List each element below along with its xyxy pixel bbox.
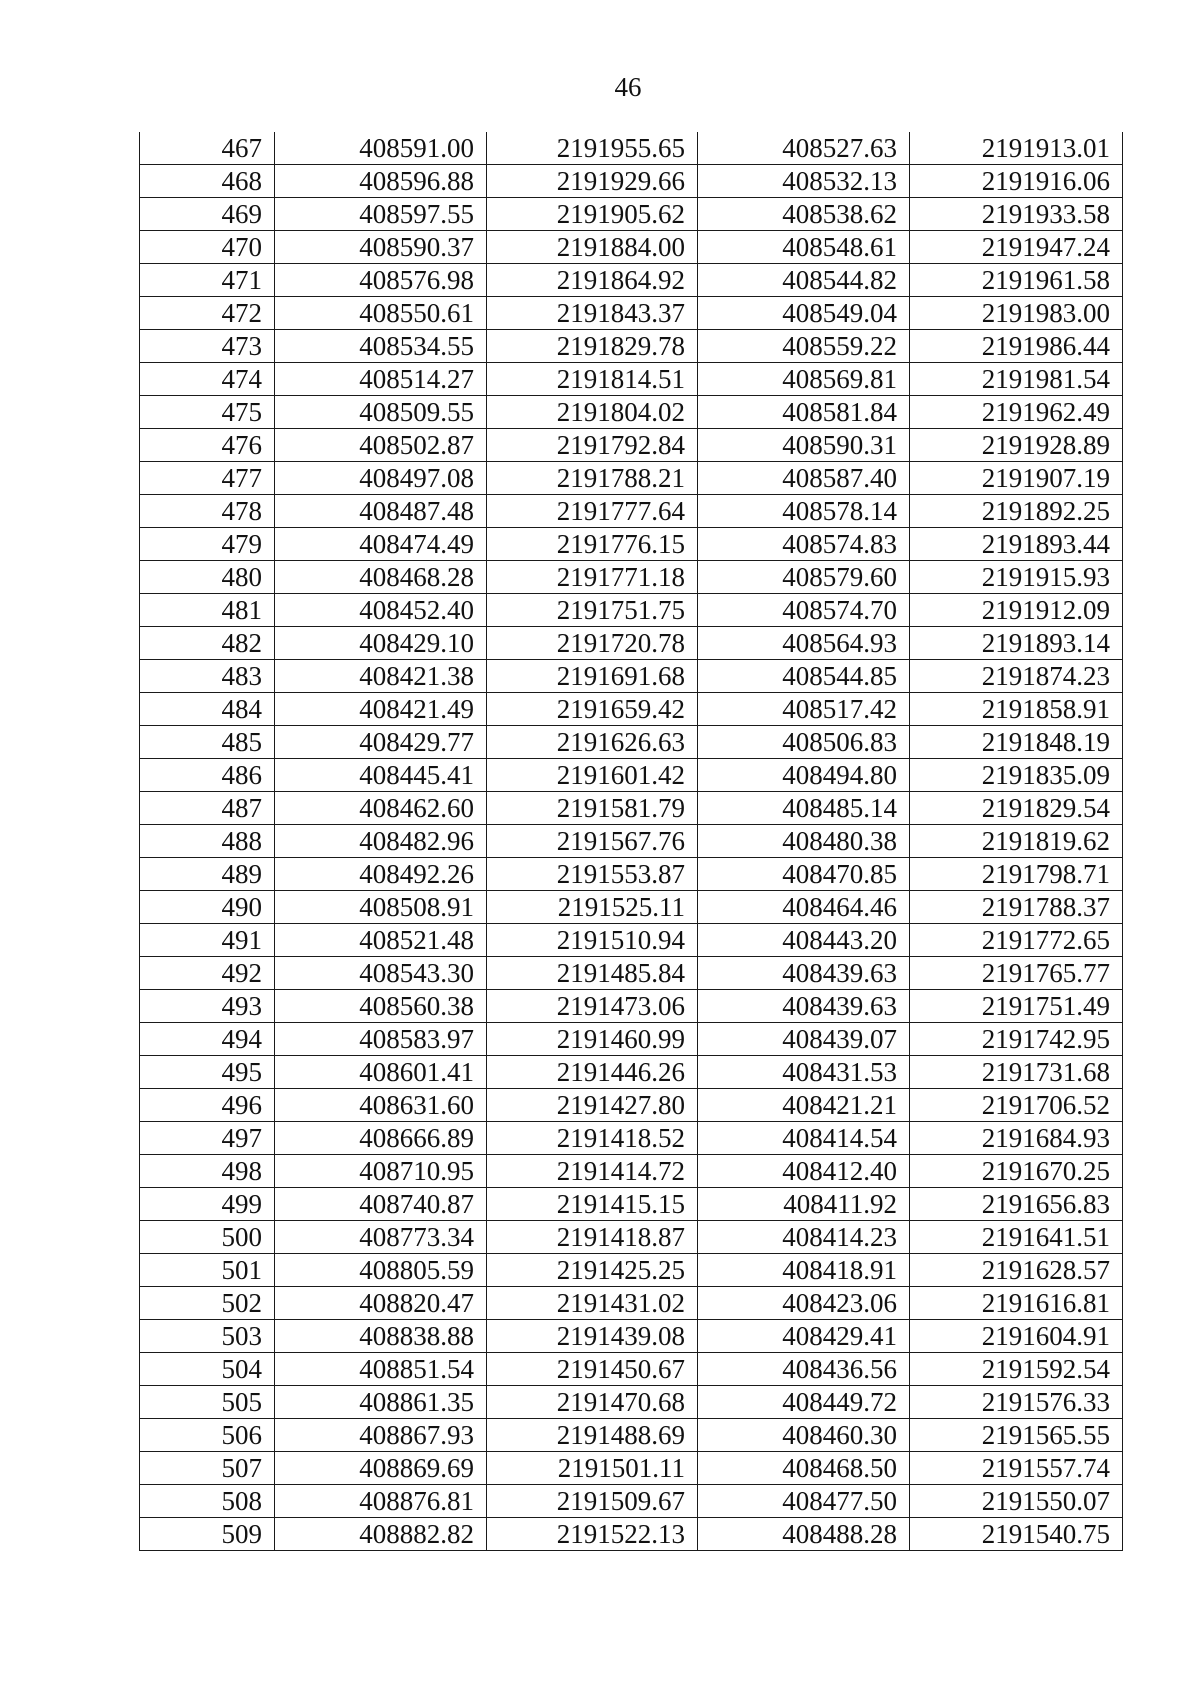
y2-coordinate-cell: 2191912.09 bbox=[910, 594, 1123, 627]
y1-coordinate-cell: 2191776.15 bbox=[487, 528, 698, 561]
x1-coordinate-cell: 408861.35 bbox=[275, 1386, 487, 1419]
table-row bbox=[140, 627, 1123, 660]
y1-coordinate-cell: 2191431.02 bbox=[487, 1287, 698, 1320]
table-row bbox=[140, 1089, 1123, 1122]
table-row bbox=[140, 363, 1123, 396]
x2-coordinate-cell: 408578.14 bbox=[698, 495, 910, 528]
point-number-cell: 467 bbox=[140, 132, 275, 165]
y2-coordinate-cell: 2191798.71 bbox=[910, 858, 1123, 891]
y1-coordinate-cell: 2191567.76 bbox=[487, 825, 698, 858]
x1-coordinate-cell: 408631.60 bbox=[275, 1089, 487, 1122]
point-number-cell: 481 bbox=[140, 594, 275, 627]
x2-coordinate-cell: 408564.93 bbox=[698, 627, 910, 660]
x1-coordinate-cell: 408468.28 bbox=[275, 561, 487, 594]
table-row bbox=[140, 858, 1123, 891]
point-number-cell: 487 bbox=[140, 792, 275, 825]
y1-coordinate-cell: 2191601.42 bbox=[487, 759, 698, 792]
y2-coordinate-cell: 2191928.89 bbox=[910, 429, 1123, 462]
point-number-cell: 492 bbox=[140, 957, 275, 990]
x1-coordinate-cell: 408740.87 bbox=[275, 1188, 487, 1221]
table-row bbox=[140, 1122, 1123, 1155]
y2-coordinate-cell: 2191557.74 bbox=[910, 1452, 1123, 1485]
y2-coordinate-cell: 2191565.55 bbox=[910, 1419, 1123, 1452]
x1-coordinate-cell: 408445.41 bbox=[275, 759, 487, 792]
x1-coordinate-cell: 408576.98 bbox=[275, 264, 487, 297]
y2-coordinate-cell: 2191933.58 bbox=[910, 198, 1123, 231]
y1-coordinate-cell: 2191509.67 bbox=[487, 1485, 698, 1518]
y2-coordinate-cell: 2191540.75 bbox=[910, 1518, 1123, 1551]
table-row bbox=[140, 330, 1123, 363]
x1-coordinate-cell: 408421.49 bbox=[275, 693, 487, 726]
table-row bbox=[140, 231, 1123, 264]
table-row bbox=[140, 825, 1123, 858]
point-number-cell: 490 bbox=[140, 891, 275, 924]
table-row bbox=[140, 528, 1123, 561]
table-row bbox=[140, 660, 1123, 693]
x2-coordinate-cell: 408480.38 bbox=[698, 825, 910, 858]
table-row bbox=[140, 1518, 1123, 1551]
table-row bbox=[140, 1353, 1123, 1386]
table-row bbox=[140, 1320, 1123, 1353]
y2-coordinate-cell: 2191731.68 bbox=[910, 1056, 1123, 1089]
y1-coordinate-cell: 2191626.63 bbox=[487, 726, 698, 759]
x2-coordinate-cell: 408412.40 bbox=[698, 1155, 910, 1188]
y1-coordinate-cell: 2191415.15 bbox=[487, 1188, 698, 1221]
x1-coordinate-cell: 408851.54 bbox=[275, 1353, 487, 1386]
point-number-cell: 493 bbox=[140, 990, 275, 1023]
y2-coordinate-cell: 2191742.95 bbox=[910, 1023, 1123, 1056]
point-number-cell: 468 bbox=[140, 165, 275, 198]
table-row bbox=[140, 1221, 1123, 1254]
point-number-cell: 499 bbox=[140, 1188, 275, 1221]
x2-coordinate-cell: 408439.63 bbox=[698, 990, 910, 1023]
x2-coordinate-cell: 408581.84 bbox=[698, 396, 910, 429]
point-number-cell: 505 bbox=[140, 1386, 275, 1419]
point-number-cell: 483 bbox=[140, 660, 275, 693]
y2-coordinate-cell: 2191765.77 bbox=[910, 957, 1123, 990]
y1-coordinate-cell: 2191929.66 bbox=[487, 165, 698, 198]
point-number-cell: 504 bbox=[140, 1353, 275, 1386]
table-row bbox=[140, 891, 1123, 924]
y1-coordinate-cell: 2191446.26 bbox=[487, 1056, 698, 1089]
point-number-cell: 508 bbox=[140, 1485, 275, 1518]
y1-coordinate-cell: 2191414.72 bbox=[487, 1155, 698, 1188]
x1-coordinate-cell: 408591.00 bbox=[275, 132, 487, 165]
y2-coordinate-cell: 2191892.25 bbox=[910, 495, 1123, 528]
x2-coordinate-cell: 408559.22 bbox=[698, 330, 910, 363]
table-row bbox=[140, 726, 1123, 759]
y2-coordinate-cell: 2191829.54 bbox=[910, 792, 1123, 825]
x1-coordinate-cell: 408482.96 bbox=[275, 825, 487, 858]
y1-coordinate-cell: 2191439.08 bbox=[487, 1320, 698, 1353]
y2-coordinate-cell: 2191656.83 bbox=[910, 1188, 1123, 1221]
x1-coordinate-cell: 408508.91 bbox=[275, 891, 487, 924]
point-number-cell: 485 bbox=[140, 726, 275, 759]
coordinate-table bbox=[139, 132, 1123, 1551]
point-number-cell: 471 bbox=[140, 264, 275, 297]
point-number-cell: 497 bbox=[140, 1122, 275, 1155]
y2-coordinate-cell: 2191848.19 bbox=[910, 726, 1123, 759]
y1-coordinate-cell: 2191450.67 bbox=[487, 1353, 698, 1386]
y1-coordinate-cell: 2191814.51 bbox=[487, 363, 698, 396]
x2-coordinate-cell: 408579.60 bbox=[698, 561, 910, 594]
point-number-cell: 509 bbox=[140, 1518, 275, 1551]
page-number: 46 bbox=[614, 72, 642, 102]
y1-coordinate-cell: 2191777.64 bbox=[487, 495, 698, 528]
x2-coordinate-cell: 408527.63 bbox=[698, 132, 910, 165]
x1-coordinate-cell: 408502.87 bbox=[275, 429, 487, 462]
point-number-cell: 496 bbox=[140, 1089, 275, 1122]
table-row bbox=[140, 132, 1123, 165]
table-row bbox=[140, 957, 1123, 990]
point-number-cell: 476 bbox=[140, 429, 275, 462]
y2-coordinate-cell: 2191751.49 bbox=[910, 990, 1123, 1023]
x1-coordinate-cell: 408876.81 bbox=[275, 1485, 487, 1518]
x2-coordinate-cell: 408429.41 bbox=[698, 1320, 910, 1353]
y1-coordinate-cell: 2191659.42 bbox=[487, 693, 698, 726]
x2-coordinate-cell: 408460.30 bbox=[698, 1419, 910, 1452]
y1-coordinate-cell: 2191792.84 bbox=[487, 429, 698, 462]
x1-coordinate-cell: 408514.27 bbox=[275, 363, 487, 396]
x1-coordinate-cell: 408492.26 bbox=[275, 858, 487, 891]
x1-coordinate-cell: 408509.55 bbox=[275, 396, 487, 429]
point-number-cell: 469 bbox=[140, 198, 275, 231]
y2-coordinate-cell: 2191981.54 bbox=[910, 363, 1123, 396]
table-row bbox=[140, 1452, 1123, 1485]
x1-coordinate-cell: 408534.55 bbox=[275, 330, 487, 363]
x1-coordinate-cell: 408805.59 bbox=[275, 1254, 487, 1287]
x1-coordinate-cell: 408590.37 bbox=[275, 231, 487, 264]
x2-coordinate-cell: 408587.40 bbox=[698, 462, 910, 495]
x2-coordinate-cell: 408494.80 bbox=[698, 759, 910, 792]
y1-coordinate-cell: 2191488.69 bbox=[487, 1419, 698, 1452]
y2-coordinate-cell: 2191858.91 bbox=[910, 693, 1123, 726]
x1-coordinate-cell: 408550.61 bbox=[275, 297, 487, 330]
y1-coordinate-cell: 2191864.92 bbox=[487, 264, 698, 297]
y1-coordinate-cell: 2191581.79 bbox=[487, 792, 698, 825]
table-row bbox=[140, 396, 1123, 429]
y2-coordinate-cell: 2191788.37 bbox=[910, 891, 1123, 924]
point-number-cell: 494 bbox=[140, 1023, 275, 1056]
table-row bbox=[140, 792, 1123, 825]
y1-coordinate-cell: 2191955.65 bbox=[487, 132, 698, 165]
y1-coordinate-cell: 2191788.21 bbox=[487, 462, 698, 495]
x1-coordinate-cell: 408429.10 bbox=[275, 627, 487, 660]
x2-coordinate-cell: 408488.28 bbox=[698, 1518, 910, 1551]
x2-coordinate-cell: 408464.46 bbox=[698, 891, 910, 924]
y2-coordinate-cell: 2191576.33 bbox=[910, 1386, 1123, 1419]
y1-coordinate-cell: 2191522.13 bbox=[487, 1518, 698, 1551]
table-row bbox=[140, 759, 1123, 792]
y2-coordinate-cell: 2191916.06 bbox=[910, 165, 1123, 198]
point-number-cell: 473 bbox=[140, 330, 275, 363]
y1-coordinate-cell: 2191884.00 bbox=[487, 231, 698, 264]
x1-coordinate-cell: 408474.49 bbox=[275, 528, 487, 561]
x2-coordinate-cell: 408439.07 bbox=[698, 1023, 910, 1056]
x1-coordinate-cell: 408710.95 bbox=[275, 1155, 487, 1188]
y2-coordinate-cell: 2191893.14 bbox=[910, 627, 1123, 660]
x2-coordinate-cell: 408574.83 bbox=[698, 528, 910, 561]
y2-coordinate-cell: 2191550.07 bbox=[910, 1485, 1123, 1518]
y2-coordinate-cell: 2191706.52 bbox=[910, 1089, 1123, 1122]
y2-coordinate-cell: 2191962.49 bbox=[910, 396, 1123, 429]
table-row bbox=[140, 165, 1123, 198]
point-number-cell: 486 bbox=[140, 759, 275, 792]
coordinate-table-body bbox=[140, 132, 1123, 1551]
point-number-cell: 495 bbox=[140, 1056, 275, 1089]
x1-coordinate-cell: 408867.93 bbox=[275, 1419, 487, 1452]
x1-coordinate-cell: 408820.47 bbox=[275, 1287, 487, 1320]
x2-coordinate-cell: 408544.85 bbox=[698, 660, 910, 693]
point-number-cell: 484 bbox=[140, 693, 275, 726]
point-number-cell: 482 bbox=[140, 627, 275, 660]
table-row bbox=[140, 924, 1123, 957]
y2-coordinate-cell: 2191915.93 bbox=[910, 561, 1123, 594]
x1-coordinate-cell: 408597.55 bbox=[275, 198, 487, 231]
table-row bbox=[140, 1485, 1123, 1518]
point-number-cell: 479 bbox=[140, 528, 275, 561]
x2-coordinate-cell: 408544.82 bbox=[698, 264, 910, 297]
y1-coordinate-cell: 2191771.18 bbox=[487, 561, 698, 594]
point-number-cell: 501 bbox=[140, 1254, 275, 1287]
x2-coordinate-cell: 408468.50 bbox=[698, 1452, 910, 1485]
table-row bbox=[140, 1155, 1123, 1188]
x1-coordinate-cell: 408882.82 bbox=[275, 1518, 487, 1551]
x1-coordinate-cell: 408497.08 bbox=[275, 462, 487, 495]
x2-coordinate-cell: 408477.50 bbox=[698, 1485, 910, 1518]
y2-coordinate-cell: 2191772.65 bbox=[910, 924, 1123, 957]
y1-coordinate-cell: 2191418.52 bbox=[487, 1122, 698, 1155]
x1-coordinate-cell: 408452.40 bbox=[275, 594, 487, 627]
point-number-cell: 500 bbox=[140, 1221, 275, 1254]
x2-coordinate-cell: 408439.63 bbox=[698, 957, 910, 990]
table-row bbox=[140, 297, 1123, 330]
y2-coordinate-cell: 2191604.91 bbox=[910, 1320, 1123, 1353]
x2-coordinate-cell: 408436.56 bbox=[698, 1353, 910, 1386]
x2-coordinate-cell: 408538.62 bbox=[698, 198, 910, 231]
point-number-cell: 475 bbox=[140, 396, 275, 429]
y1-coordinate-cell: 2191501.11 bbox=[487, 1452, 698, 1485]
table-row bbox=[140, 264, 1123, 297]
y2-coordinate-cell: 2191835.09 bbox=[910, 759, 1123, 792]
table-row bbox=[140, 1386, 1123, 1419]
y2-coordinate-cell: 2191670.25 bbox=[910, 1155, 1123, 1188]
point-number-cell: 502 bbox=[140, 1287, 275, 1320]
table-row bbox=[140, 1287, 1123, 1320]
y2-coordinate-cell: 2191947.24 bbox=[910, 231, 1123, 264]
point-number-cell: 491 bbox=[140, 924, 275, 957]
x1-coordinate-cell: 408601.41 bbox=[275, 1056, 487, 1089]
x1-coordinate-cell: 408583.97 bbox=[275, 1023, 487, 1056]
point-number-cell: 488 bbox=[140, 825, 275, 858]
point-number-cell: 498 bbox=[140, 1155, 275, 1188]
x1-coordinate-cell: 408421.38 bbox=[275, 660, 487, 693]
table-row bbox=[140, 561, 1123, 594]
x2-coordinate-cell: 408574.70 bbox=[698, 594, 910, 627]
x2-coordinate-cell: 408414.54 bbox=[698, 1122, 910, 1155]
x2-coordinate-cell: 408517.42 bbox=[698, 693, 910, 726]
point-number-cell: 507 bbox=[140, 1452, 275, 1485]
table-row bbox=[140, 1419, 1123, 1452]
y2-coordinate-cell: 2191684.93 bbox=[910, 1122, 1123, 1155]
x1-coordinate-cell: 408869.69 bbox=[275, 1452, 487, 1485]
point-number-cell: 472 bbox=[140, 297, 275, 330]
x1-coordinate-cell: 408429.77 bbox=[275, 726, 487, 759]
point-number-cell: 474 bbox=[140, 363, 275, 396]
x2-coordinate-cell: 408421.21 bbox=[698, 1089, 910, 1122]
x2-coordinate-cell: 408532.13 bbox=[698, 165, 910, 198]
x1-coordinate-cell: 408487.48 bbox=[275, 495, 487, 528]
y1-coordinate-cell: 2191691.68 bbox=[487, 660, 698, 693]
x1-coordinate-cell: 408773.34 bbox=[275, 1221, 487, 1254]
x2-coordinate-cell: 408485.14 bbox=[698, 792, 910, 825]
table-row bbox=[140, 429, 1123, 462]
table-row bbox=[140, 495, 1123, 528]
point-number-cell: 506 bbox=[140, 1419, 275, 1452]
y1-coordinate-cell: 2191525.11 bbox=[487, 891, 698, 924]
point-number-cell: 489 bbox=[140, 858, 275, 891]
y1-coordinate-cell: 2191425.25 bbox=[487, 1254, 698, 1287]
x2-coordinate-cell: 408470.85 bbox=[698, 858, 910, 891]
y2-coordinate-cell: 2191986.44 bbox=[910, 330, 1123, 363]
x1-coordinate-cell: 408521.48 bbox=[275, 924, 487, 957]
y2-coordinate-cell: 2191893.44 bbox=[910, 528, 1123, 561]
x1-coordinate-cell: 408560.38 bbox=[275, 990, 487, 1023]
x1-coordinate-cell: 408543.30 bbox=[275, 957, 487, 990]
y2-coordinate-cell: 2191616.81 bbox=[910, 1287, 1123, 1320]
x2-coordinate-cell: 408418.91 bbox=[698, 1254, 910, 1287]
y2-coordinate-cell: 2191819.62 bbox=[910, 825, 1123, 858]
y1-coordinate-cell: 2191418.87 bbox=[487, 1221, 698, 1254]
table-row bbox=[140, 990, 1123, 1023]
y1-coordinate-cell: 2191470.68 bbox=[487, 1386, 698, 1419]
y2-coordinate-cell: 2191641.51 bbox=[910, 1221, 1123, 1254]
y2-coordinate-cell: 2191628.57 bbox=[910, 1254, 1123, 1287]
y1-coordinate-cell: 2191905.62 bbox=[487, 198, 698, 231]
y2-coordinate-cell: 2191983.00 bbox=[910, 297, 1123, 330]
y2-coordinate-cell: 2191907.19 bbox=[910, 462, 1123, 495]
table-row bbox=[140, 594, 1123, 627]
table-row bbox=[140, 462, 1123, 495]
x2-coordinate-cell: 408411.92 bbox=[698, 1188, 910, 1221]
x2-coordinate-cell: 408548.61 bbox=[698, 231, 910, 264]
y1-coordinate-cell: 2191553.87 bbox=[487, 858, 698, 891]
table-row bbox=[140, 1023, 1123, 1056]
y2-coordinate-cell: 2191913.01 bbox=[910, 132, 1123, 165]
point-number-cell: 470 bbox=[140, 231, 275, 264]
table-row bbox=[140, 198, 1123, 231]
x2-coordinate-cell: 408423.06 bbox=[698, 1287, 910, 1320]
point-number-cell: 477 bbox=[140, 462, 275, 495]
x2-coordinate-cell: 408506.83 bbox=[698, 726, 910, 759]
x1-coordinate-cell: 408596.88 bbox=[275, 165, 487, 198]
y1-coordinate-cell: 2191751.75 bbox=[487, 594, 698, 627]
y1-coordinate-cell: 2191510.94 bbox=[487, 924, 698, 957]
x2-coordinate-cell: 408431.53 bbox=[698, 1056, 910, 1089]
x1-coordinate-cell: 408838.88 bbox=[275, 1320, 487, 1353]
point-number-cell: 480 bbox=[140, 561, 275, 594]
y2-coordinate-cell: 2191874.23 bbox=[910, 660, 1123, 693]
y2-coordinate-cell: 2191592.54 bbox=[910, 1353, 1123, 1386]
x1-coordinate-cell: 408666.89 bbox=[275, 1122, 487, 1155]
x2-coordinate-cell: 408590.31 bbox=[698, 429, 910, 462]
y1-coordinate-cell: 2191829.78 bbox=[487, 330, 698, 363]
x2-coordinate-cell: 408569.81 bbox=[698, 363, 910, 396]
x1-coordinate-cell: 408462.60 bbox=[275, 792, 487, 825]
x2-coordinate-cell: 408449.72 bbox=[698, 1386, 910, 1419]
x2-coordinate-cell: 408414.23 bbox=[698, 1221, 910, 1254]
y1-coordinate-cell: 2191804.02 bbox=[487, 396, 698, 429]
y2-coordinate-cell: 2191961.58 bbox=[910, 264, 1123, 297]
y1-coordinate-cell: 2191460.99 bbox=[487, 1023, 698, 1056]
point-number-cell: 478 bbox=[140, 495, 275, 528]
x2-coordinate-cell: 408549.04 bbox=[698, 297, 910, 330]
table-row bbox=[140, 1056, 1123, 1089]
table-row bbox=[140, 1188, 1123, 1221]
y1-coordinate-cell: 2191485.84 bbox=[487, 957, 698, 990]
y1-coordinate-cell: 2191473.06 bbox=[487, 990, 698, 1023]
x2-coordinate-cell: 408443.20 bbox=[698, 924, 910, 957]
y1-coordinate-cell: 2191843.37 bbox=[487, 297, 698, 330]
table-row bbox=[140, 693, 1123, 726]
y1-coordinate-cell: 2191427.80 bbox=[487, 1089, 698, 1122]
table-row bbox=[140, 1254, 1123, 1287]
y1-coordinate-cell: 2191720.78 bbox=[487, 627, 698, 660]
point-number-cell: 503 bbox=[140, 1320, 275, 1353]
